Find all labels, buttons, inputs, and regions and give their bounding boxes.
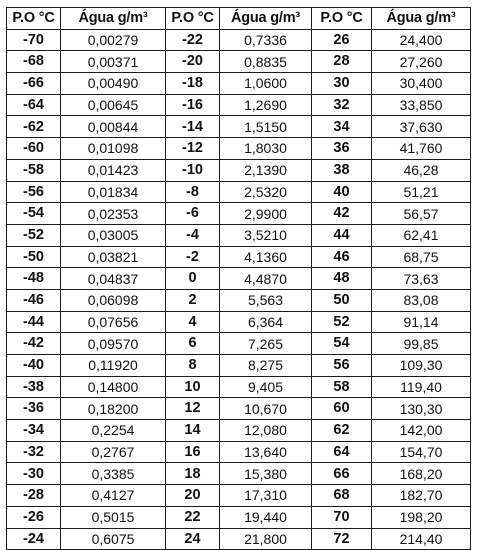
dew-point-cell: 24 bbox=[166, 528, 220, 550]
table-row bbox=[7, 181, 471, 203]
water-content-cell: 21,800 bbox=[220, 528, 312, 550]
table-row bbox=[7, 398, 471, 420]
water-content-cell: 5,563 bbox=[220, 289, 312, 311]
water-content-cell: 0,01834 bbox=[61, 181, 166, 203]
dew-point-cell: -10 bbox=[166, 159, 220, 181]
dew-point-cell: -16 bbox=[166, 94, 220, 116]
dew-point-cell: -48 bbox=[7, 268, 61, 290]
dew-point-cell: 12 bbox=[166, 398, 220, 420]
dew-point-cell: -28 bbox=[7, 485, 61, 507]
water-content-cell: 3,5210 bbox=[220, 224, 312, 246]
dew-point-cell: 68 bbox=[312, 485, 372, 507]
dew-point-cell: 2 bbox=[166, 289, 220, 311]
water-content-cell: 10,670 bbox=[220, 398, 312, 420]
dew-point-cell: -70 bbox=[7, 29, 61, 51]
water-content-cell: 4,4870 bbox=[220, 268, 312, 290]
table-row bbox=[7, 203, 471, 225]
dew-point-cell: 60 bbox=[312, 398, 372, 420]
dew-point-cell: -66 bbox=[7, 73, 61, 95]
dew-point-cell: -24 bbox=[7, 528, 61, 550]
dew-point-cell: 44 bbox=[312, 224, 372, 246]
water-content-cell: 91,14 bbox=[372, 311, 471, 333]
water-content-cell: 0,04837 bbox=[61, 268, 166, 290]
dew-point-cell: -30 bbox=[7, 463, 61, 485]
dew-point-cell: 42 bbox=[312, 203, 372, 225]
table-row bbox=[7, 138, 471, 160]
water-content-cell: 0,00371 bbox=[61, 51, 166, 73]
dew-point-cell: 32 bbox=[312, 94, 372, 116]
dew-point-cell: 70 bbox=[312, 506, 372, 528]
water-content-cell: 1,2690 bbox=[220, 94, 312, 116]
dew-point-cell: -36 bbox=[7, 398, 61, 420]
table-row bbox=[7, 463, 471, 485]
table-row bbox=[7, 506, 471, 528]
dew-point-cell: 48 bbox=[312, 268, 372, 290]
table-row bbox=[7, 73, 471, 95]
water-content-cell: 0,00844 bbox=[61, 116, 166, 138]
dew-point-cell: 64 bbox=[312, 441, 372, 463]
water-content-cell: 109,30 bbox=[372, 355, 471, 377]
water-content-cell: 0,00645 bbox=[61, 94, 166, 116]
water-content-cell: 9,405 bbox=[220, 376, 312, 398]
water-content-cell: 130,30 bbox=[372, 398, 471, 420]
water-content-cell: 0,09570 bbox=[61, 333, 166, 355]
water-content-cell: 2,9900 bbox=[220, 203, 312, 225]
table-row bbox=[7, 29, 471, 51]
dew-point-water-table bbox=[6, 7, 471, 550]
water-content-cell: 12,080 bbox=[220, 420, 312, 442]
water-content-cell: 0,03821 bbox=[61, 246, 166, 268]
table-row bbox=[7, 528, 471, 550]
table-row bbox=[7, 159, 471, 181]
dew-point-cell: 46 bbox=[312, 246, 372, 268]
dew-point-cell: 4 bbox=[166, 311, 220, 333]
water-content-cell: 0,6075 bbox=[61, 528, 166, 550]
water-content-cell: 142,00 bbox=[372, 420, 471, 442]
dew-point-cell: -2 bbox=[166, 246, 220, 268]
dew-point-cell: -12 bbox=[166, 138, 220, 160]
dew-point-cell: -20 bbox=[166, 51, 220, 73]
dew-point-cell: -40 bbox=[7, 355, 61, 377]
dew-point-cell: -62 bbox=[7, 116, 61, 138]
water-content-cell: 0,4127 bbox=[61, 485, 166, 507]
table-body bbox=[7, 29, 471, 550]
water-content-cell: 46,28 bbox=[372, 159, 471, 181]
dew-point-cell: 16 bbox=[166, 441, 220, 463]
dew-point-cell: -34 bbox=[7, 420, 61, 442]
dew-point-cell: 6 bbox=[166, 333, 220, 355]
dew-point-cell: -22 bbox=[166, 29, 220, 51]
table-row bbox=[7, 94, 471, 116]
water-content-cell: 99,85 bbox=[372, 333, 471, 355]
water-content-cell: 8,275 bbox=[220, 355, 312, 377]
water-content-cell: 2,1390 bbox=[220, 159, 312, 181]
dew-point-cell: -60 bbox=[7, 138, 61, 160]
water-content-cell: 62,41 bbox=[372, 224, 471, 246]
dew-point-cell: -56 bbox=[7, 181, 61, 203]
water-content-cell: 1,0600 bbox=[220, 73, 312, 95]
dew-point-cell: 34 bbox=[312, 116, 372, 138]
table-row bbox=[7, 485, 471, 507]
dew-point-cell: -14 bbox=[166, 116, 220, 138]
dew-point-cell: -52 bbox=[7, 224, 61, 246]
water-content-cell: 0,01098 bbox=[61, 138, 166, 160]
table-row bbox=[7, 420, 471, 442]
water-content-cell: 0,7336 bbox=[220, 29, 312, 51]
water-content-cell: 0,07656 bbox=[61, 311, 166, 333]
header-dew-point-3: P.O °C bbox=[312, 8, 372, 30]
water-content-cell: 41,760 bbox=[372, 138, 471, 160]
dew-point-cell: 14 bbox=[166, 420, 220, 442]
dew-point-cell: -68 bbox=[7, 51, 61, 73]
water-content-cell: 83,08 bbox=[372, 289, 471, 311]
dew-point-cell: 18 bbox=[166, 463, 220, 485]
dew-point-cell: -64 bbox=[7, 94, 61, 116]
dew-point-cell: 50 bbox=[312, 289, 372, 311]
dew-point-cell: -18 bbox=[166, 73, 220, 95]
water-content-cell: 37,630 bbox=[372, 116, 471, 138]
water-content-cell: 182,70 bbox=[372, 485, 471, 507]
water-content-cell: 0,5015 bbox=[61, 506, 166, 528]
water-content-cell: 33,850 bbox=[372, 94, 471, 116]
header-water-3: Água g/m³ bbox=[372, 8, 471, 30]
table-row bbox=[7, 355, 471, 377]
water-content-cell: 6,364 bbox=[220, 311, 312, 333]
dew-point-cell: 10 bbox=[166, 376, 220, 398]
dew-point-cell: -42 bbox=[7, 333, 61, 355]
header-water-2: Água g/m³ bbox=[220, 8, 312, 30]
table-row bbox=[7, 224, 471, 246]
dew-point-cell: 30 bbox=[312, 73, 372, 95]
water-content-cell: 0,02353 bbox=[61, 203, 166, 225]
water-content-cell: 214,40 bbox=[372, 528, 471, 550]
dew-point-cell: 38 bbox=[312, 159, 372, 181]
dew-point-cell: 56 bbox=[312, 355, 372, 377]
header-dew-point-1: P.O °C bbox=[7, 8, 61, 30]
water-content-cell: 30,400 bbox=[372, 73, 471, 95]
water-content-cell: 1,5150 bbox=[220, 116, 312, 138]
table-row bbox=[7, 311, 471, 333]
water-content-cell: 0,3385 bbox=[61, 463, 166, 485]
water-content-cell: 68,75 bbox=[372, 246, 471, 268]
water-content-cell: 0,14800 bbox=[61, 376, 166, 398]
table-row bbox=[7, 116, 471, 138]
water-content-cell: 51,21 bbox=[372, 181, 471, 203]
table-header-row bbox=[7, 8, 471, 30]
dew-point-cell: 22 bbox=[166, 506, 220, 528]
dew-point-cell: 26 bbox=[312, 29, 372, 51]
dew-point-cell: -32 bbox=[7, 441, 61, 463]
dew-point-cell: -38 bbox=[7, 376, 61, 398]
water-content-cell: 7,265 bbox=[220, 333, 312, 355]
dew-point-cell: 8 bbox=[166, 355, 220, 377]
water-content-cell: 17,310 bbox=[220, 485, 312, 507]
dew-point-cell: 66 bbox=[312, 463, 372, 485]
water-content-cell: 154,70 bbox=[372, 441, 471, 463]
water-content-cell: 0,01423 bbox=[61, 159, 166, 181]
water-content-cell: 0,11920 bbox=[61, 355, 166, 377]
water-content-cell: 0,2254 bbox=[61, 420, 166, 442]
water-content-cell: 4,1360 bbox=[220, 246, 312, 268]
dew-point-cell: 52 bbox=[312, 311, 372, 333]
water-content-cell: 0,06098 bbox=[61, 289, 166, 311]
table-row bbox=[7, 333, 471, 355]
water-content-cell: 2,5320 bbox=[220, 181, 312, 203]
table-row bbox=[7, 246, 471, 268]
dew-point-cell: -4 bbox=[166, 224, 220, 246]
water-content-cell: 0,00279 bbox=[61, 29, 166, 51]
dew-point-cell: -50 bbox=[7, 246, 61, 268]
dew-point-cell: 72 bbox=[312, 528, 372, 550]
dew-point-cell: 20 bbox=[166, 485, 220, 507]
table-row bbox=[7, 441, 471, 463]
dew-point-cell: -8 bbox=[166, 181, 220, 203]
table-row bbox=[7, 376, 471, 398]
dew-point-cell: -6 bbox=[166, 203, 220, 225]
water-content-cell: 168,20 bbox=[372, 463, 471, 485]
water-content-cell: 0,03005 bbox=[61, 224, 166, 246]
water-content-cell: 13,640 bbox=[220, 441, 312, 463]
water-content-cell: 24,400 bbox=[372, 29, 471, 51]
water-content-cell: 0,18200 bbox=[61, 398, 166, 420]
header-dew-point-2: P.O °C bbox=[166, 8, 220, 30]
table-row bbox=[7, 268, 471, 290]
dew-point-cell: 58 bbox=[312, 376, 372, 398]
water-content-cell: 73,63 bbox=[372, 268, 471, 290]
dew-point-cell: 0 bbox=[166, 268, 220, 290]
dew-point-cell: -44 bbox=[7, 311, 61, 333]
dew-point-cell: -54 bbox=[7, 203, 61, 225]
dew-point-cell: 54 bbox=[312, 333, 372, 355]
water-content-cell: 0,2767 bbox=[61, 441, 166, 463]
water-content-cell: 15,380 bbox=[220, 463, 312, 485]
water-content-cell: 119,40 bbox=[372, 376, 471, 398]
table-row bbox=[7, 51, 471, 73]
header-water-1: Água g/m³ bbox=[61, 8, 166, 30]
dew-point-cell: -26 bbox=[7, 506, 61, 528]
water-content-cell: 56,57 bbox=[372, 203, 471, 225]
water-content-cell: 19,440 bbox=[220, 506, 312, 528]
water-content-cell: 27,260 bbox=[372, 51, 471, 73]
dew-point-cell: 40 bbox=[312, 181, 372, 203]
dew-point-cell: 28 bbox=[312, 51, 372, 73]
dew-point-cell: 62 bbox=[312, 420, 372, 442]
dew-point-cell: -46 bbox=[7, 289, 61, 311]
water-content-cell: 198,20 bbox=[372, 506, 471, 528]
dew-point-cell: 36 bbox=[312, 138, 372, 160]
dew-point-cell: -58 bbox=[7, 159, 61, 181]
water-content-cell: 0,8835 bbox=[220, 51, 312, 73]
table-row bbox=[7, 289, 471, 311]
water-content-cell: 1,8030 bbox=[220, 138, 312, 160]
water-content-cell: 0,00490 bbox=[61, 73, 166, 95]
